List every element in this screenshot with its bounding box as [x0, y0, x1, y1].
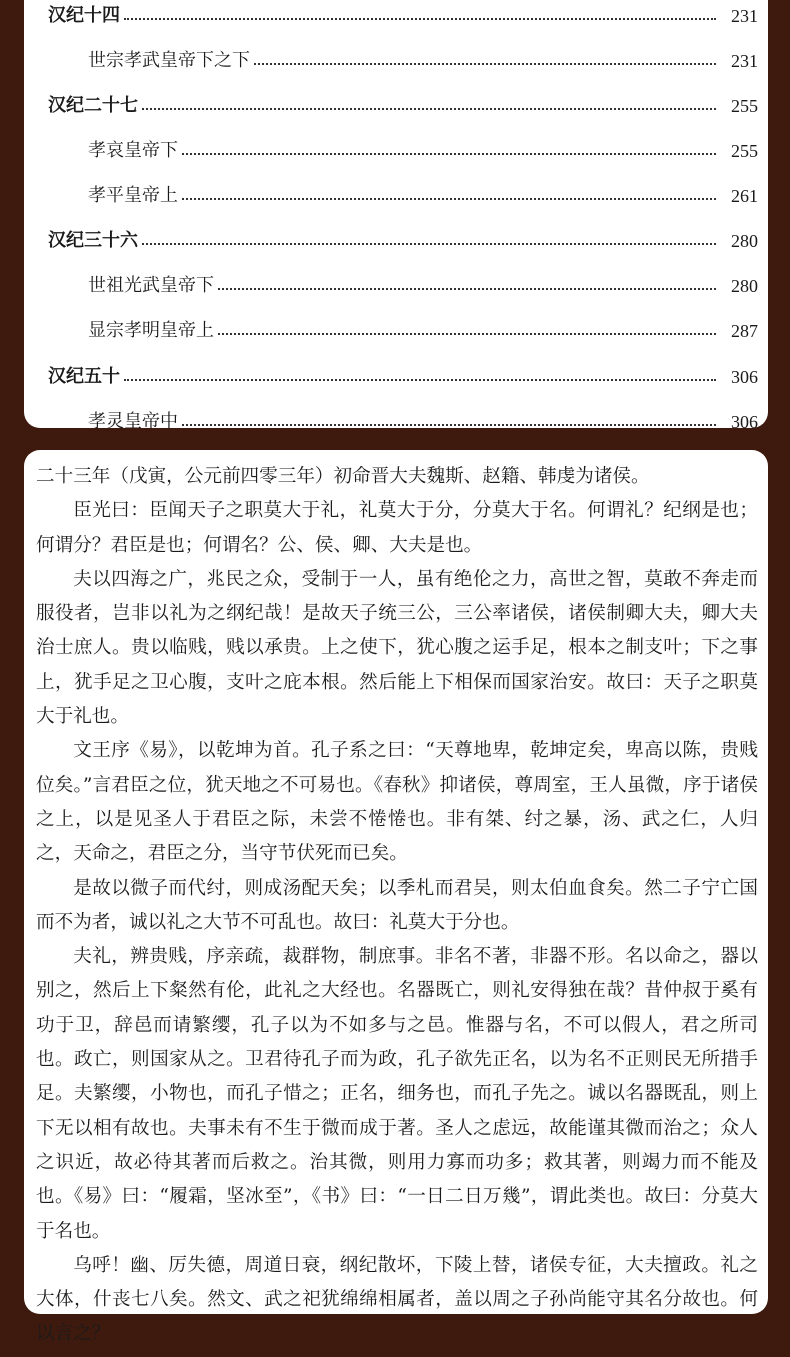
toc-page-number: 287: [731, 321, 758, 341]
paragraph: 夫以四海之广，兆民之众，受制于一人，虽有绝伦之力，高世之智，莫敢不奔走而服役者，岂非以礼为之纲纪哉！是故天子统三公，三公率诸侯，诸侯制卿大夫，卿大夫治士庶人。贵以临贱，贱以承贵。上之使下，犹心腹之运手足，根本之制支叶；下之事上，犹手足之卫心腹，支叶之庇本根。然后能上下相保而国家治安。故曰：天子之职莫大于礼也。: [36, 568, 758, 728]
toc-section[interactable]: [24, 44, 768, 78]
toc-chapter[interactable]: [24, 224, 768, 258]
toc-page-number: 306: [731, 412, 758, 432]
toc-section[interactable]: [24, 314, 768, 348]
toc-leader-dots: [182, 153, 716, 155]
toc-section[interactable]: [24, 134, 768, 168]
toc-title: 世祖光武皇帝下: [88, 275, 214, 296]
toc-title: 孝平皇帝上: [88, 185, 178, 206]
toc-section[interactable]: [24, 405, 768, 439]
toc-chapter[interactable]: [24, 0, 768, 33]
toc-title: 汉纪二十七: [48, 95, 138, 116]
toc-title: 孝哀皇帝下: [88, 140, 178, 161]
table-of-contents: [24, 0, 768, 432]
text-body: [36, 460, 758, 1352]
toc-leader-dots: [218, 288, 716, 290]
toc-page-number: 255: [731, 141, 758, 161]
paragraph: 乌呼！幽、厉失德，周道日衰，纲纪散坏，下陵上替，诸侯专征，大夫擅政。礼之大体，什丧七八矣。然文、武之祀犹绵绵相属者，盖以周之子孙尚能守其名分故也。何以言之？: [36, 1254, 758, 1345]
toc-title: 汉纪五十: [48, 366, 120, 387]
toc-page-number: 306: [731, 367, 758, 387]
toc-page-number: 280: [731, 231, 758, 251]
toc-section[interactable]: [24, 269, 768, 303]
text-excerpt: [24, 450, 768, 1345]
toc-leader-dots: [182, 424, 716, 426]
toc-page-number: 280: [731, 276, 758, 296]
toc-chapter[interactable]: [24, 360, 768, 394]
toc-title: 汉纪三十六: [48, 230, 138, 251]
toc-page-number: 255: [731, 96, 758, 116]
toc-page-number: 231: [731, 51, 758, 71]
toc-title: 孝灵皇帝中: [88, 411, 178, 432]
toc-leader-dots: [254, 63, 716, 65]
paragraph: 夫礼，辨贵贱，序亲疏，裁群物，制庶事。非名不著，非器不形。名以命之，器以别之，然后上下粲然有伦，此礼之大经也。名器既亡，则礼安得独在哉？昔仲叔于奚有功于卫，辞邑而请繁缨，孔子以为不如多与之邑。惟器与名，不可以假人，君之所司也。政亡，则国家从之。卫君待孔子而为政，孔子欲先正名，以为名不正则民无所措手足。夫繁缨，小物也，而孔子惜之；正名，细务也，而孔子先之。诚以名器既乱，则上下无以相有故也。夫事未有不生于微而成于著。圣人之虑远，故能谨其微而治之；众人之识近，故必待其著而后救之。治其微，则用力寡而功多；救其著，则竭力而不能及也。《易》曰：“履霜，坚冰至”，《书》曰：“一日二日万幾”，谓此类也。故曰：分莫大于名也。: [36, 946, 758, 1242]
toc-title: 显宗孝明皇帝上: [88, 320, 214, 341]
toc-leader-dots: [182, 198, 716, 200]
paragraph: 是故以微子而代纣，则成汤配天矣；以季札而君吴，则太伯血食矣。然二子宁亡国而不为者，诚以礼之大节不可乱也。故曰：礼莫大于分也。: [36, 877, 758, 933]
paragraph: 臣光曰：臣闻天子之职莫大于礼，礼莫大于分，分莫大于名。何谓礼？纪纲是也；何谓分？君臣是也；何谓名？公、侯、卿、大夫是也。: [36, 500, 758, 556]
paragraph: 文王序《易》，以乾坤为首。孔子系之曰：“天尊地卑，乾坤定矣，卑高以陈，贵贱位矣。”言君臣之位，犹天地之不可易也。《春秋》抑诸侯，尊周室，王人虽微，序于诸侯之上，以是见圣人于君臣之际，未尝不惓惓也。非有桀、纣之暴，汤、武之仁，人归之，天命之，君臣之分，当守节伏死而已矣。: [36, 740, 758, 865]
toc-page-number: 231: [731, 6, 758, 26]
entry-heading: 二十三年（戊寅，公元前四零三年）初命晋大夫魏斯、赵籍、韩虔为诸侯。: [36, 466, 650, 487]
toc-chapter[interactable]: [24, 89, 768, 123]
toc-section[interactable]: [24, 179, 768, 213]
toc-leader-dots: [142, 108, 716, 110]
toc-page-number: 261: [731, 186, 758, 206]
toc-leader-dots: [124, 379, 716, 381]
toc-title: 汉纪十四: [48, 5, 120, 26]
toc-leader-dots: [142, 243, 716, 245]
toc-leader-dots: [124, 18, 716, 20]
toc-title: 世宗孝武皇帝下之下: [88, 50, 250, 71]
toc-leader-dots: [218, 333, 716, 335]
